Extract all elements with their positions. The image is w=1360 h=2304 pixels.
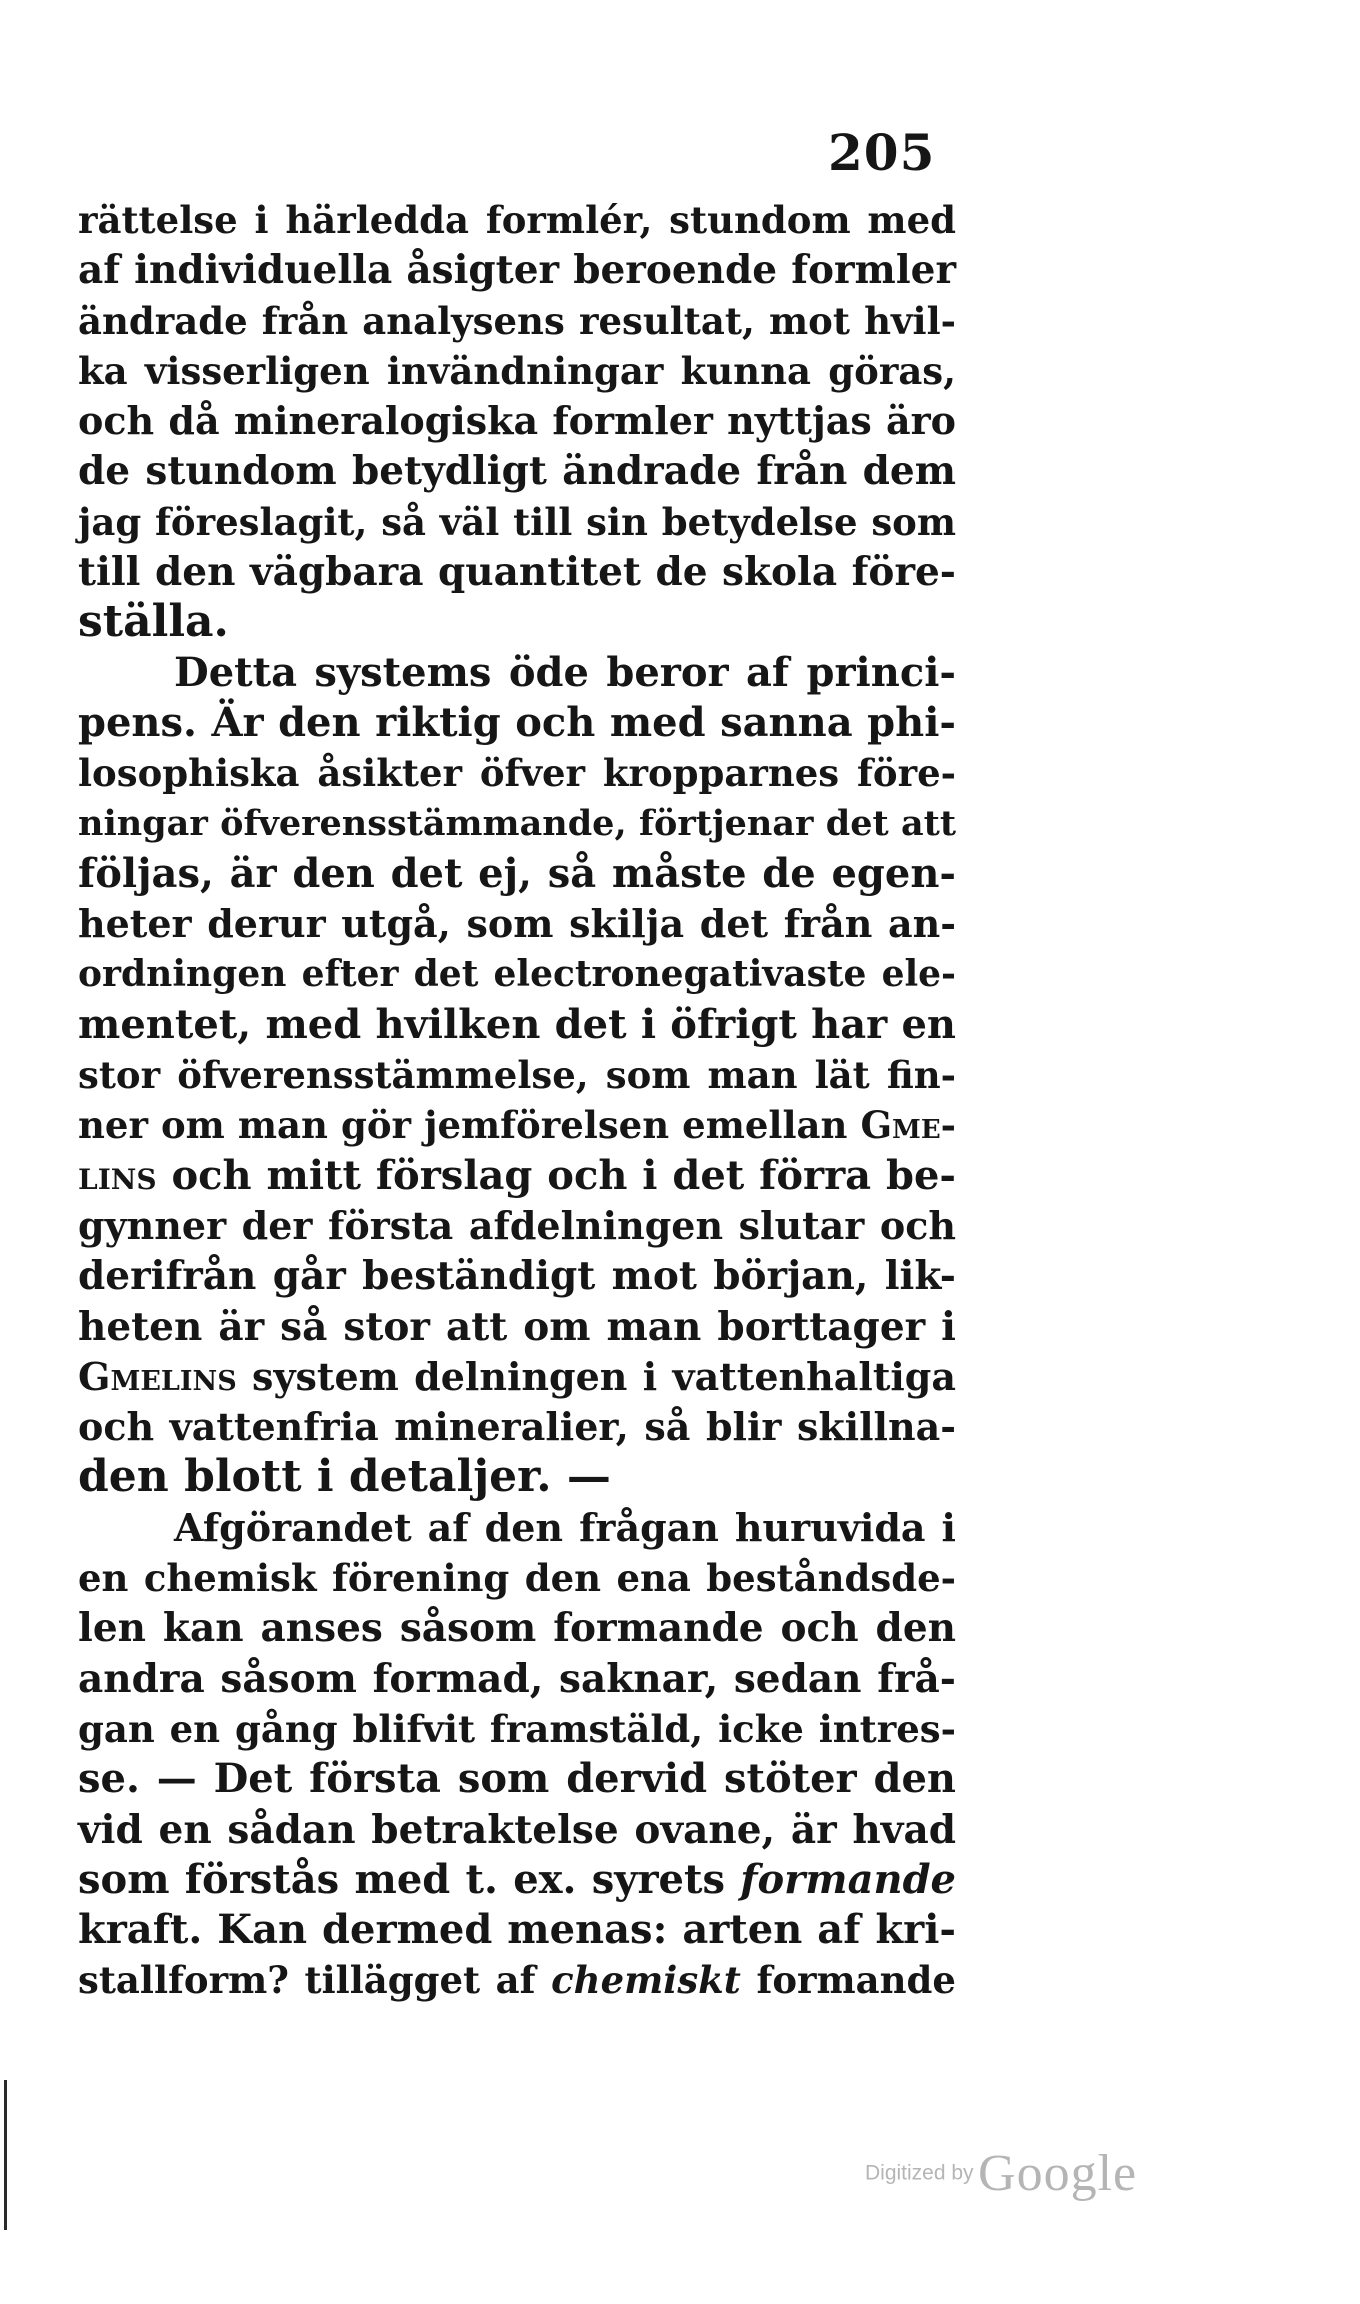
text-segment: ändrade från analysens resultat, mot hvil- xyxy=(78,298,956,343)
text-line xyxy=(78,1402,956,1452)
text-line xyxy=(78,1704,956,1754)
text-line xyxy=(78,1251,956,1301)
text-line xyxy=(78,1754,956,1804)
watermark-prefix: Digitized by xyxy=(865,2161,974,2185)
text-segment: som förstås med t. ex. syrets xyxy=(78,1855,741,1903)
text-segment: till den vägbara quantitet de skola före- xyxy=(78,549,956,596)
text-segment: vid en sådan betraktelse ovane, är hvad xyxy=(78,1806,956,1853)
text-line xyxy=(78,1201,956,1251)
text-line xyxy=(78,1603,956,1653)
text-segment: system delningen i vattenhaltiga xyxy=(236,1353,956,1399)
text-segment: ställa. xyxy=(78,596,229,648)
binding-edge-mark xyxy=(4,2080,7,2230)
text-line xyxy=(78,396,956,446)
text-line xyxy=(78,1805,956,1855)
text-segment: derifrån går beständigt mot början, lik- xyxy=(78,1253,956,1300)
author-name: Gmelins xyxy=(78,1353,237,1399)
text-segment: len kan anses såsom formande och den xyxy=(78,1605,956,1652)
text-line xyxy=(78,648,956,698)
text-line xyxy=(78,899,956,949)
text-line xyxy=(78,1100,956,1150)
text-line xyxy=(78,1352,956,1402)
text-line xyxy=(78,1151,956,1201)
author-name: lins xyxy=(78,1151,157,1199)
text-segment: andra såsom formad, saknar, sedan frå- xyxy=(78,1655,956,1702)
text-segment: kraft. Kan dermed menas: arten af kri- xyxy=(78,1906,956,1954)
author-name: Gme- xyxy=(860,1103,956,1148)
text-segment: följas, är den det ej, så måste de egen- xyxy=(78,849,956,897)
text-segment: heter derur utgå, som skilja det från an- xyxy=(78,901,956,947)
google-logo-text: Google xyxy=(978,2145,1138,2202)
text-segment: de stundom betydligt ändrade från dem xyxy=(78,448,956,495)
text-segment: pens. Är den riktig och med sanna phi- xyxy=(78,698,956,746)
text-line xyxy=(78,698,956,748)
text-line xyxy=(78,446,956,496)
text-line xyxy=(78,1654,956,1704)
body-text xyxy=(78,195,956,2006)
text-segment: heten är så stor att om man borttager i xyxy=(78,1303,956,1350)
text-segment: mentet, med hvilken det i öfrigt har en xyxy=(78,1000,956,1048)
text-segment: ka visserligen invändningar kunna göras, xyxy=(78,348,956,393)
digitized-by-google-watermark xyxy=(865,2144,1137,2203)
text-segment: losophiska åsikter öfver kropparnes före- xyxy=(78,751,956,796)
text-segment: se. — Det första som dervid stöter den xyxy=(78,1755,956,1803)
text-segment: jag föreslagit, så väl till sin betydelse som xyxy=(78,499,956,544)
text-segment: Afgörandet af den frågan huruvida i xyxy=(174,1504,956,1550)
text-line xyxy=(78,1503,956,1553)
text-line xyxy=(78,849,956,899)
text-line xyxy=(78,748,956,798)
text-line xyxy=(78,1553,956,1603)
text-segment: och då mineralogiska formler nyttjas äro xyxy=(78,398,956,444)
text-line xyxy=(78,1452,956,1502)
text-line xyxy=(78,597,956,647)
text-segment: ningar öfverensstämmande, förtjenar det att xyxy=(78,802,956,844)
text-segment: gan en gång blifvit framstäld, icke intres- xyxy=(78,1706,956,1751)
text-segment: gynner der första afdelningen slutar och xyxy=(78,1202,956,1248)
text-line xyxy=(78,195,956,245)
text-line xyxy=(78,1302,956,1352)
text-segment: rättelse i härledda formlér, stundom med xyxy=(78,198,956,242)
page-number: 205 xyxy=(828,123,936,182)
text-segment: och mitt förslag och i det förra be- xyxy=(156,1151,956,1199)
text-line xyxy=(78,799,956,849)
text-segment: formande xyxy=(740,1958,956,2003)
text-line xyxy=(78,1855,956,1905)
text-line xyxy=(78,1955,956,2005)
text-line xyxy=(78,1000,956,1050)
text-line xyxy=(78,245,956,295)
text-segment: och vattenfria mineralier, så blir skillna- xyxy=(78,1404,956,1450)
text-line xyxy=(78,547,956,597)
text-segment: stor öfverensstämmelse, som man lät fin- xyxy=(78,1053,956,1098)
text-segment: den blott i detaljer. — xyxy=(78,1451,611,1503)
text-segment: Detta systems öde beror af princi- xyxy=(174,648,956,696)
text-segment: ordningen efter det electronegativaste ele- xyxy=(78,953,956,996)
italic-term: formande xyxy=(740,1855,956,1903)
text-line xyxy=(78,1905,956,1955)
text-line xyxy=(78,346,956,396)
text-segment: ner om man gör jemförelsen emellan xyxy=(78,1103,861,1148)
text-line xyxy=(78,1050,956,1100)
text-segment: en chemisk förening den ena beståndsde- xyxy=(78,1556,956,1601)
text-segment: af individuella åsigter beroende formler xyxy=(78,247,956,294)
text-line xyxy=(78,296,956,346)
text-line xyxy=(78,497,956,547)
text-segment: stallform? tillägget af xyxy=(78,1958,552,2003)
text-line xyxy=(78,949,956,999)
italic-term: chemiskt xyxy=(551,1958,741,2003)
